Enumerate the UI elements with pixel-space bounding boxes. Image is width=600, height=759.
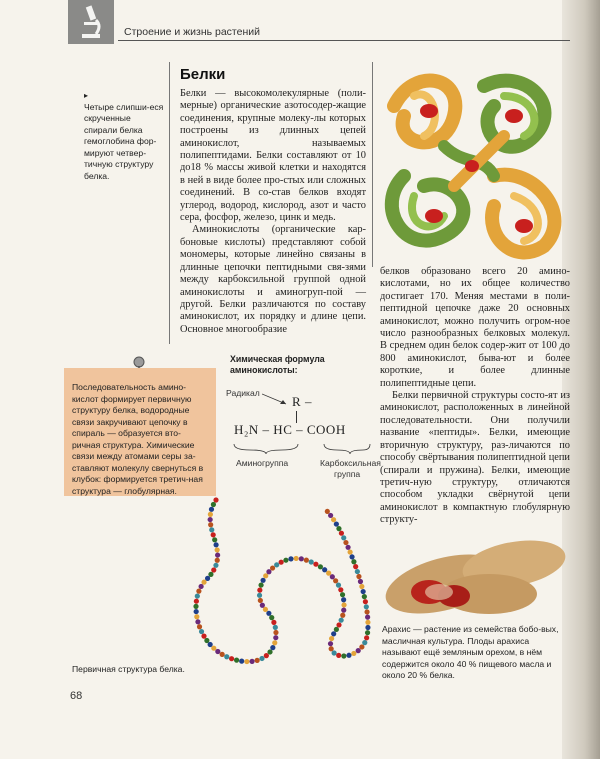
bead (349, 554, 354, 559)
bead (257, 588, 262, 593)
formula-title (230, 354, 325, 376)
bead (201, 634, 206, 639)
bead (340, 613, 345, 618)
bead (318, 564, 323, 569)
bead (365, 615, 370, 620)
bead (201, 580, 206, 585)
bead (211, 567, 216, 572)
bead (359, 644, 364, 649)
bead (364, 635, 369, 640)
bead (259, 656, 264, 661)
bead (205, 576, 210, 581)
bead (336, 653, 341, 658)
bead (208, 642, 213, 647)
bead (239, 659, 244, 664)
bead (196, 589, 201, 594)
caption-marker: ▸ (84, 91, 89, 100)
bead (213, 497, 218, 502)
bead (283, 558, 288, 563)
bead (341, 608, 346, 613)
bead (195, 593, 200, 598)
bead (260, 578, 265, 583)
bead (338, 587, 343, 592)
bead (313, 562, 318, 567)
bead (199, 584, 204, 589)
bead (364, 609, 369, 614)
bead (328, 641, 333, 646)
bead (273, 635, 278, 640)
bead (215, 547, 220, 552)
bead (208, 522, 213, 527)
bead (362, 594, 367, 599)
bead (212, 537, 217, 542)
bead (343, 540, 348, 545)
bead (211, 502, 216, 507)
bead (258, 598, 263, 603)
bead (273, 630, 278, 635)
bead (330, 574, 335, 579)
beads-caption: Первичная структура белка. (72, 664, 185, 674)
note-text: Последовательность амино-кислот формирует первичную структуру белка, водородные связи закручивают цепочку в спираль — образуется вто-ричная структура. Химические связи между атомами серы за-ставляют молекулу свернуться в клубок: формируется третич-ная структура — глобулярная. (72, 382, 204, 496)
bead (364, 604, 369, 609)
bead (336, 583, 341, 588)
bead (197, 624, 202, 629)
bead (341, 597, 346, 602)
bead (270, 645, 275, 650)
bead (211, 646, 216, 651)
bead (211, 532, 216, 537)
bead (341, 602, 346, 607)
radical-arrow (262, 392, 292, 408)
bead (193, 604, 198, 609)
peanut-illustration (374, 524, 570, 624)
bead (341, 653, 346, 658)
bead (351, 651, 356, 656)
bead (234, 658, 239, 663)
bead (260, 603, 265, 608)
bead (328, 513, 333, 518)
bead (355, 569, 360, 574)
column-rule-left (169, 62, 170, 344)
bead (353, 564, 358, 569)
bead (272, 640, 277, 645)
bead (266, 611, 271, 616)
bead (294, 556, 299, 561)
bead (269, 615, 274, 620)
bead (356, 648, 361, 653)
bead (359, 584, 364, 589)
bead (329, 646, 334, 651)
bead (215, 552, 220, 557)
paragraph: Белки — высокомолекулярные (поли-мерные) органические азотосодер-жащие соединения, крупные молеку-лы которых построены из длинных цепей аминокислот, называемых полипептидами. Белки составляют от 10 до18 % массы живой клетки и находятся в ней в виде более про-стых или сложных соединений. В со-став белков входят углерод, водород, кислород, азот и часто сера, фосфор, железо, цинк и медь. (180, 88, 366, 224)
bead (309, 559, 314, 564)
bead (333, 578, 338, 583)
microscope-icon (78, 4, 104, 40)
bead (224, 654, 229, 659)
r-symbol: R (292, 394, 302, 409)
bead (263, 607, 268, 612)
bead (339, 618, 344, 623)
primary-structure-illustration (176, 490, 376, 670)
bead (270, 565, 275, 570)
bead (365, 630, 370, 635)
bead (208, 572, 213, 577)
bead (204, 638, 209, 643)
header-rule (118, 40, 570, 41)
bead (365, 620, 370, 625)
side-caption (84, 90, 164, 182)
bead (363, 599, 368, 604)
bead (358, 579, 363, 584)
bead (215, 558, 220, 563)
paragraph: белков образовано всего 20 амино-кислотами, но их общее количество достигает 170. Меняя местами в поли-пептидной цепочке даже 20 основных аминокислот, можно получить огром-ное число разнообразных белковых молекул. В среднем один белок содер-жит от 100 до 800 аминокислот, быва-ют и более короткие, и более длинные полипептидные цепи. (380, 266, 570, 389)
bead (215, 649, 220, 654)
bead (336, 622, 341, 627)
formula-title-line2: аминокислоты: (230, 365, 298, 375)
formula-title-line1: Химическая формула (230, 354, 325, 364)
article-column-2 (380, 266, 570, 527)
side-caption-text: Четыре слипши-еся скрученные спирали белка гемоглобина фор-мируют четвер-тичную структуру белка. (84, 101, 164, 181)
column-rule-right (372, 62, 373, 267)
bead (279, 560, 284, 565)
bead (365, 625, 370, 630)
bead (288, 556, 293, 561)
bead (334, 627, 339, 632)
bead (356, 574, 361, 579)
bead (326, 571, 331, 576)
bead (339, 531, 344, 536)
amino-acid-formula (222, 382, 381, 492)
bead (264, 653, 269, 658)
bead (266, 569, 271, 574)
bead (271, 620, 276, 625)
bead (257, 593, 262, 598)
article-column-1 (180, 88, 366, 336)
bead (346, 653, 351, 658)
bead (208, 517, 213, 522)
paragraph: Белки первичной структуры состо-ят из аминокислот, расположенных в линейной последовательности. Они получили название «пептиды». Белки, имеющие вторичную структуру, раз-личаются по способу свёртывания полипептидной цепи (спирали и пружина). Белки, имеющие третич-ную структуру, отличаются способом укладки свёрнутой цепи аминокислот в компактную глобулярную структу- (380, 390, 570, 526)
bead (340, 592, 345, 597)
bead (209, 507, 214, 512)
bead (194, 614, 199, 619)
bead (199, 629, 204, 634)
bead (220, 652, 225, 657)
bead (329, 636, 334, 641)
bead (258, 582, 263, 587)
bead (299, 556, 304, 561)
bead (274, 562, 279, 567)
bead (304, 558, 309, 563)
bead (194, 599, 199, 604)
bead (213, 563, 218, 568)
header-icon-box (68, 0, 114, 44)
bead (325, 509, 330, 514)
bead (348, 549, 353, 554)
page-number: 68 (70, 690, 83, 702)
hemoglobin-illustration (374, 66, 570, 262)
bead (332, 650, 337, 655)
section-title: Строение и жизнь растений (124, 26, 260, 38)
carboxyl-label-line2: группа (334, 469, 361, 479)
formula-main: H₂N – HC – COOH (234, 422, 346, 437)
bead (336, 526, 341, 531)
bead (345, 545, 350, 550)
bead (263, 573, 268, 578)
peanut-caption: Арахис — растение из семейства бобо-вых, масличная культура. Плоды арахиса называют ещё земляным орехом, в нём содержится около 40 % пищевого масла и около 20 % белка. (382, 624, 559, 680)
group-braces (232, 442, 372, 456)
bead (267, 649, 272, 654)
bead (208, 512, 213, 517)
bead (255, 658, 260, 663)
paragraph: Аминокислоты (органические кар-боновые кислоты) представляют собой мономеры, которые линейно связаны в длинные цепочки пептидными свя-зями между карбоксильной группой одной аминокислоты и аминогруп-пой — другой. Белки различаются по составу аминокислот, их порядку и длине цепи. Основное многообразие (180, 224, 366, 335)
info-note (64, 368, 216, 496)
bead (362, 640, 367, 645)
bead (351, 559, 356, 564)
bead (334, 521, 339, 526)
bead (194, 609, 199, 614)
bead (322, 567, 327, 572)
bead (209, 527, 214, 532)
bead (331, 517, 336, 522)
r-bond: – (305, 394, 312, 409)
bead (361, 589, 366, 594)
article-heading: Белки (180, 66, 226, 83)
bead (331, 631, 336, 636)
bead (273, 625, 278, 630)
amino-group-label: Аминогруппа (236, 458, 289, 468)
bead (213, 542, 218, 547)
radical-label: Радикал (226, 388, 260, 398)
carboxyl-group-label (320, 458, 381, 480)
carboxyl-label-line1: Карбоксильная (320, 458, 381, 468)
bead (195, 619, 200, 624)
bead (341, 535, 346, 540)
bead (229, 656, 234, 661)
